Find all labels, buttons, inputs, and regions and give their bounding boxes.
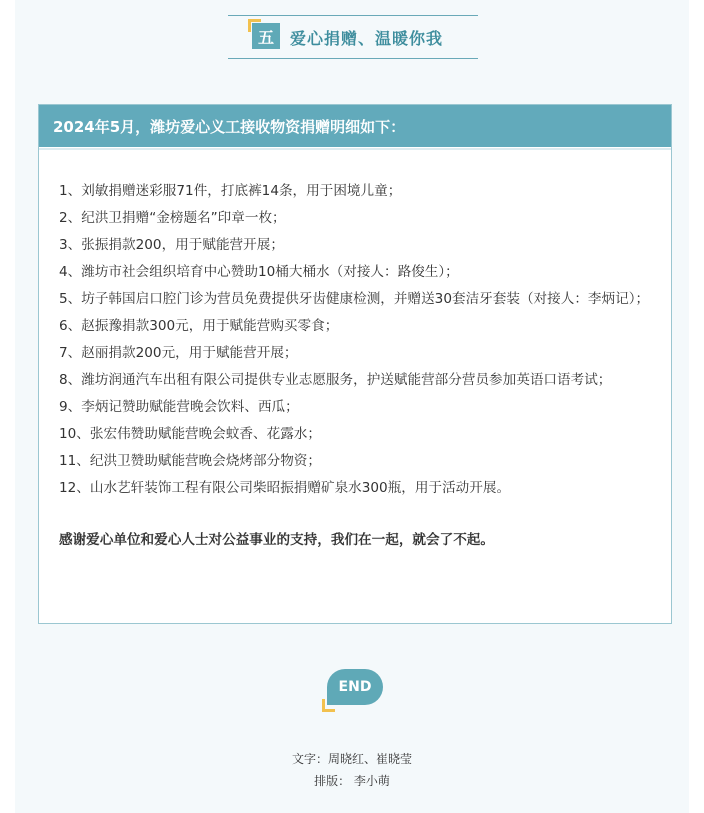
list-item: 2、纪洪卫捐赠“金榜题名”印章一枚； — [59, 210, 286, 226]
list-item: 9、李炳记赞助赋能营晚会饮料、西瓜； — [59, 399, 299, 415]
card-heading: 2024年5月，潍坊爱心义工接收物资捐赠明细如下： — [39, 105, 671, 147]
section-title: 爱心捐赠、温暖你我 — [290, 29, 444, 48]
list-item: 6、赵振豫捐款300元，用于赋能营购买零食； — [59, 318, 339, 334]
donation-list — [59, 178, 651, 502]
list-item: 3、张振捐款200，用于赋能营开展； — [59, 237, 284, 253]
end-label: END — [327, 669, 383, 705]
thanks-message: 感谢爱心单位和爱心人士对公益事业的支持，我们在一起，就会了不起。 — [59, 532, 494, 548]
credits-layout-editor: 排版： 李小萌 — [314, 774, 390, 788]
list-item: 7、赵丽捐款200元，用于赋能营开展； — [59, 345, 298, 361]
end-badge — [327, 669, 383, 707]
list-item: 5、坊子韩国启口腔门诊为营员免费提供牙齿健康检测，并赠送30套洁牙套装（对接人：李炳记）； — [59, 291, 650, 307]
credits-text-authors: 文字：周晓红、崔晓莹 — [291, 752, 412, 766]
credits — [0, 748, 704, 792]
list-item: 10、张宏伟赞助赋能营晚会蚊香、花露水； — [59, 426, 321, 442]
list-item: 4、潍坊市社会组织培育中心赞助10桶大桶水（对接人：路俊生）； — [59, 264, 459, 280]
list-item: 12、山水艺轩装饰工程有限公司柴昭振捐赠矿泉水300瓶，用于活动开展。 — [59, 480, 511, 496]
list-item: 1、刘敏捐赠迷彩服71件，打底裤14条，用于困境儿童； — [59, 183, 402, 199]
donation-card — [38, 104, 672, 624]
section-header — [228, 15, 478, 59]
list-item: 8、潍坊润通汽车出租有限公司提供专业志愿服务，护送赋能营部分营员参加英语口语考试； — [59, 372, 612, 388]
card-body — [39, 148, 671, 552]
end-corner-decoration — [322, 699, 335, 712]
list-item: 11、纪洪卫赞助赋能营晚会烧烤部分物资； — [59, 453, 321, 469]
section-number-badge: 五 — [252, 23, 280, 49]
